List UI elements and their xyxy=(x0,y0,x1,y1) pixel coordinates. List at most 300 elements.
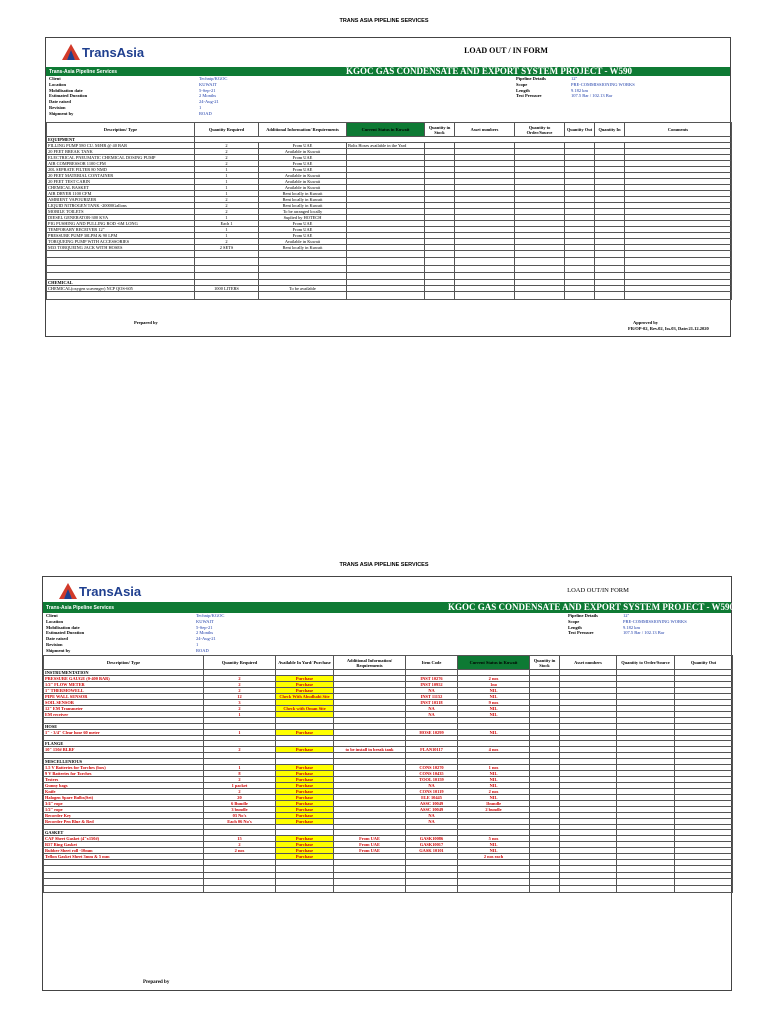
table-cell xyxy=(530,886,560,893)
info-value: PRE-COMMISSIONING WORKS xyxy=(571,81,635,87)
info-value: 2 Months xyxy=(196,630,214,636)
item-code: GASK10017 xyxy=(406,842,458,848)
table-cell xyxy=(195,292,259,299)
table-cell xyxy=(259,251,347,258)
table-cell xyxy=(204,879,276,886)
item-status: NIL xyxy=(458,706,530,712)
item-description: Recorder Pen Blue & Red xyxy=(44,818,204,824)
item-status: NIL xyxy=(458,794,530,800)
table-cell xyxy=(560,872,617,879)
logo-text: TransAsia xyxy=(79,583,142,599)
item-info: Rent locally in Kuwait xyxy=(259,197,347,203)
company-logo xyxy=(59,583,141,599)
item-status: 2 bundle xyxy=(458,806,530,812)
info-value: 9.182 km xyxy=(623,624,641,630)
item-info: From UAE xyxy=(259,221,347,227)
item-code: GASK10086 xyxy=(406,836,458,842)
table-row xyxy=(44,865,733,872)
item-description: 9 V Batteries for Torches xyxy=(44,770,204,776)
table-cell xyxy=(625,265,732,272)
info-key: Length xyxy=(568,624,582,630)
info-key: Location xyxy=(49,81,67,87)
item-info: From UAE xyxy=(334,836,406,842)
item-description: DIESEL GENERATOR-300 KVA xyxy=(47,215,195,221)
item-description: 1/2" FLOW METER xyxy=(44,682,204,688)
table-cell xyxy=(617,865,675,872)
table-cell xyxy=(406,865,458,872)
project-banner xyxy=(43,602,735,613)
item-status: NIL xyxy=(458,842,530,848)
item-quantity: 2 xyxy=(204,788,276,794)
info-key: Mobilisation date xyxy=(49,87,83,93)
table-cell xyxy=(47,251,195,258)
table-cell xyxy=(334,872,406,879)
table-cell xyxy=(44,879,204,886)
item-quantity: 1 xyxy=(195,227,259,233)
table-cell xyxy=(195,251,259,258)
item-status: NIL xyxy=(458,782,530,788)
item-yard-purchase: Purchase xyxy=(276,788,334,794)
item-quantity: 2 xyxy=(204,776,276,782)
item-yard-purchase: Purchase xyxy=(276,800,334,806)
item-code: NA xyxy=(406,688,458,694)
info-row xyxy=(49,111,309,117)
item-status: NIL xyxy=(458,776,530,782)
info-key: Test Pressure xyxy=(568,630,594,636)
item-description: CAF Sheet Gasket (4"x150#) xyxy=(44,836,204,842)
item-quantity: 8 xyxy=(204,770,276,776)
project-title: KGOC GAS CONDENSATE AND EXPORT SYSTEM PROJECT - W590 xyxy=(346,66,633,76)
item-info: From UAE xyxy=(334,842,406,848)
column-header: Additional Information/ Requirements xyxy=(259,123,347,137)
item-quantity: Each 06 No's xyxy=(204,818,276,824)
item-quantity: 1 xyxy=(195,173,259,179)
item-code: ASSC 10049 xyxy=(406,806,458,812)
item-code: INST 10318 xyxy=(406,700,458,706)
prepared-by-label: Prepared by xyxy=(134,320,158,325)
info-key: Scope xyxy=(516,81,528,87)
materials-table xyxy=(43,655,733,893)
info-key: Estimated Duration xyxy=(49,93,88,99)
item-description: Recorder Key xyxy=(44,812,204,818)
item-quantity: 2 SETS xyxy=(195,245,259,251)
item-quantity: 1 xyxy=(204,764,276,770)
info-key: Client xyxy=(46,613,58,618)
company-label: Trans-Asia Pipeline Services xyxy=(46,605,115,611)
table-cell xyxy=(455,292,515,299)
item-code: NA xyxy=(406,812,458,818)
info-value: 1 xyxy=(199,104,202,110)
item-description: PIPE WALL SENSOR xyxy=(44,694,204,700)
item-info: From UAE xyxy=(259,227,347,233)
logo-text: TransAsia xyxy=(82,44,145,60)
item-code: CONS 10435 xyxy=(406,770,458,776)
item-code: CONS 10270 xyxy=(406,764,458,770)
table-cell xyxy=(515,292,565,299)
info-value: PRE-COMMISSIONING WORKS xyxy=(623,618,687,624)
table-row xyxy=(47,251,732,258)
item-code: NA xyxy=(406,712,458,718)
item-code: HOSE 10299 xyxy=(406,729,458,735)
item-info: Suplied by HOTECH xyxy=(259,215,347,221)
column-header: Asset numbers xyxy=(455,123,515,137)
form-header-bar xyxy=(46,38,730,68)
info-left xyxy=(49,76,309,117)
table-cell xyxy=(455,258,515,265)
info-key: Shipment by xyxy=(46,647,71,653)
item-description: 20L SEPRATE FILTER 80 NMD xyxy=(47,167,195,173)
table-cell xyxy=(259,258,347,265)
info-value: KUWAIT xyxy=(196,618,214,624)
table-cell xyxy=(458,886,530,893)
table-cell xyxy=(406,886,458,893)
item-description: 1" THERMOWELL xyxy=(44,688,204,694)
table-row xyxy=(44,872,733,879)
item-code: GASK 10101 xyxy=(406,848,458,854)
table-cell xyxy=(347,251,425,258)
table-cell xyxy=(276,879,334,886)
item-yard-purchase: Purchase xyxy=(276,782,334,788)
item-status: 2 nos each xyxy=(458,854,530,860)
item-info: Rent locally in Kuwait xyxy=(259,191,347,197)
prepared-by-label: Prepared by xyxy=(143,980,170,985)
table-cell xyxy=(204,886,276,893)
table-cell xyxy=(458,879,530,886)
item-yard-purchase: Purchase xyxy=(276,848,334,854)
table-row xyxy=(47,272,732,279)
info-right xyxy=(516,76,726,99)
section-title: FLANGE xyxy=(44,741,204,747)
item-quantity: 2 xyxy=(204,688,276,694)
table-row xyxy=(44,886,733,893)
approved-by-label: Approved by xyxy=(633,320,659,325)
item-quantity: 2 xyxy=(195,161,259,167)
table-cell xyxy=(560,879,617,886)
table-cell xyxy=(195,258,259,265)
item-info: Available in Kuwait xyxy=(259,185,347,191)
item-status: 1bundle xyxy=(458,800,530,806)
info-value: ROAD xyxy=(196,647,209,653)
table-row xyxy=(47,265,732,272)
table-cell xyxy=(276,872,334,879)
column-header: Quantity in Stock xyxy=(425,123,455,137)
item-code: FLAN10117 xyxy=(406,747,458,753)
item-yard-purchase: Purchase xyxy=(276,729,334,735)
item-info: From UAE xyxy=(259,167,347,173)
item-code: INST 10276 xyxy=(406,676,458,682)
column-header: Current Status in Kuwait xyxy=(458,656,530,670)
table-cell xyxy=(334,865,406,872)
item-yard-purchase: Purchase xyxy=(276,776,334,782)
item-code: CONS 10119 xyxy=(406,788,458,794)
transasia-logo-icon xyxy=(62,44,80,60)
item-description: AIR DRYER 1100 CFM xyxy=(47,191,195,197)
item-quantity: 1 xyxy=(204,729,276,735)
table-cell xyxy=(455,272,515,279)
table-cell xyxy=(44,865,204,872)
item-quantity: 1 xyxy=(195,185,259,191)
item-code: INST 10952 xyxy=(406,682,458,688)
table-cell xyxy=(44,886,204,893)
table-cell xyxy=(675,872,733,879)
info-value: 2 Months xyxy=(199,93,217,99)
table-cell xyxy=(425,292,455,299)
load-out-form-2 xyxy=(42,576,735,991)
item-quantity: 03 No's xyxy=(204,812,276,818)
item-description: Gunny bags xyxy=(44,782,204,788)
table-cell xyxy=(47,265,195,272)
item-quantity: 2 xyxy=(195,209,259,215)
item-yard-purchase: Purchase xyxy=(276,806,334,812)
item-yard-purchase: Check With Abudhabi Site xyxy=(276,694,334,700)
item-info: Rent locally in Kuwait xyxy=(259,245,347,251)
item-description: PRESSURE GAUGE (0-400 BAR) xyxy=(44,676,204,682)
table-cell xyxy=(406,879,458,886)
table-cell xyxy=(515,258,565,265)
table-cell xyxy=(347,272,425,279)
item-status: 2 nos xyxy=(458,676,530,682)
info-row xyxy=(516,93,726,99)
table-cell xyxy=(565,272,595,279)
column-header: Quantity Out xyxy=(565,123,595,137)
info-value: 12" xyxy=(571,76,578,81)
item-info: From UAE xyxy=(259,143,347,149)
column-header: Quantity Required xyxy=(195,123,259,137)
item-description: 1/2" rope xyxy=(44,806,204,812)
item-description: PRESSURE PUMP 30LPM & 90 LPM xyxy=(47,233,195,239)
item-yard-purchase: Check with Oman Site xyxy=(276,706,334,712)
table-cell xyxy=(425,265,455,272)
item-code: NA xyxy=(406,818,458,824)
column-header: Quantity in Stock xyxy=(530,656,560,670)
table-cell xyxy=(47,258,195,265)
table-cell xyxy=(204,865,276,872)
item-quantity: 2 xyxy=(195,197,259,203)
item-description: AIR COMPRESSOR 1100 CFM xyxy=(47,161,195,167)
item-description: 1" - 3/4" Clear hose 60 meter xyxy=(44,729,204,735)
item-info: To be available xyxy=(259,286,347,292)
item-status: 1no xyxy=(458,682,530,688)
item-description: PIG PUSHING AND PULLING ROD -6M LONG xyxy=(47,221,195,227)
item-yard-purchase: Purchase xyxy=(276,688,334,694)
form-title: LOAD OUT/IN FORM xyxy=(567,587,629,594)
info-value: 1 xyxy=(196,641,199,647)
item-status: 4 nos xyxy=(458,747,530,753)
table-cell xyxy=(204,872,276,879)
item-info: To be arranged locally xyxy=(259,209,347,215)
item-quantity: 12 xyxy=(204,694,276,700)
equipment-table xyxy=(46,122,732,300)
form-title: LOAD OUT / IN FORM xyxy=(464,46,548,55)
item-description: 20 FEET TEST CABIN xyxy=(47,179,195,185)
table-cell xyxy=(44,872,204,879)
table-cell xyxy=(595,251,625,258)
table-cell xyxy=(425,272,455,279)
item-status: NIL xyxy=(458,770,530,776)
item-yard-purchase: Purchase xyxy=(276,818,334,824)
section-title: GASKET xyxy=(44,830,204,836)
table-cell xyxy=(617,886,675,893)
table-cell xyxy=(276,865,334,872)
column-header: Description/ Type xyxy=(44,656,204,670)
item-code: NA xyxy=(406,706,458,712)
item-status: NIL xyxy=(458,694,530,700)
item-description: 1.5 V Batteries for Torches (box) xyxy=(44,764,204,770)
doc-reference: FR/OP-02, Rev.02, Iss.03, Date:21.12.2020 xyxy=(628,326,709,331)
item-yard-purchase: Purchase xyxy=(276,836,334,842)
table-cell xyxy=(455,251,515,258)
table-cell xyxy=(276,886,334,893)
info-key: Client xyxy=(49,76,61,81)
table-cell xyxy=(565,265,595,272)
item-quantity: 1 xyxy=(195,191,259,197)
column-header: Comments xyxy=(625,123,732,137)
item-description: Testers xyxy=(44,776,204,782)
info-key: Location xyxy=(46,618,64,624)
item-quantity: 1 xyxy=(195,233,259,239)
item-yard-purchase: Purchase xyxy=(276,764,334,770)
item-yard-purchase: Purchase xyxy=(276,676,334,682)
info-value: ROAD xyxy=(199,110,212,116)
item-description: R57 Ring Gasket xyxy=(44,842,204,848)
table-cell xyxy=(565,258,595,265)
item-quantity: 2 xyxy=(204,676,276,682)
item-description: AMBIENT VAPOURIZER xyxy=(47,197,195,203)
item-status: 9 nos xyxy=(458,700,530,706)
item-status: Bolts Hoses available in the Yard xyxy=(347,143,425,149)
table-cell xyxy=(425,258,455,265)
section-title: MISCELLENIOUS xyxy=(44,758,204,764)
item-description: ELECTRICAL PNEUMATIC CHEMICAL DOSING PUMP xyxy=(47,155,195,161)
item-description: 10" 150# BLRF xyxy=(44,747,204,753)
column-header: Current Status in Kuwait xyxy=(347,123,425,137)
table-cell xyxy=(458,865,530,872)
load-out-form-1 xyxy=(45,37,731,337)
item-description: SOIL SENSOR xyxy=(44,700,204,706)
item-yard-purchase: Purchase xyxy=(276,842,334,848)
table-cell xyxy=(675,865,733,872)
item-quantity: 6 Bundle xyxy=(204,800,276,806)
column-header: Quantity Out xyxy=(675,656,733,670)
item-description: M33 TORQUEING JACK WITH HOSES xyxy=(47,245,195,251)
column-header: Quantity to Order/Source xyxy=(515,123,565,137)
form-header-bar xyxy=(43,577,731,603)
info-key: Revision xyxy=(46,641,63,647)
column-header: Description/ Type xyxy=(47,123,195,137)
table-cell xyxy=(530,879,560,886)
item-quantity: 2 xyxy=(204,747,276,753)
item-status: 1 nos xyxy=(458,764,530,770)
item-code: INST 11152 xyxy=(406,694,458,700)
item-info: Available in Kuwait xyxy=(259,239,347,245)
table-cell xyxy=(458,872,530,879)
table-cell xyxy=(455,265,515,272)
table-cell xyxy=(425,251,455,258)
item-quantity: Each 1 xyxy=(195,221,259,227)
project-banner xyxy=(46,67,730,76)
table-cell xyxy=(675,879,733,886)
section-title: HOSE xyxy=(44,723,204,729)
item-status: 2 nos xyxy=(458,788,530,794)
table-cell xyxy=(347,292,425,299)
info-value: 12" xyxy=(623,613,630,618)
item-quantity: 15 xyxy=(204,836,276,842)
table-cell xyxy=(259,272,347,279)
table-cell xyxy=(530,872,560,879)
item-yard-purchase: Purchase xyxy=(276,682,334,688)
table-cell xyxy=(259,292,347,299)
info-value: 107.5 Bar / 102.13 Bar xyxy=(623,630,665,636)
item-description: MOBILE TOILETS xyxy=(47,209,195,215)
item-quantity: 3 xyxy=(204,700,276,706)
table-cell xyxy=(595,265,625,272)
item-quantity: 1 xyxy=(204,712,276,718)
item-quantity: 1 xyxy=(195,167,259,173)
column-header: Item Code xyxy=(406,656,458,670)
table-cell xyxy=(560,886,617,893)
info-key: Shipment by xyxy=(49,110,74,116)
item-info: Available in Kuwait xyxy=(259,173,347,179)
info-value: Technip/KGOC xyxy=(196,613,225,618)
item-quantity: 2 xyxy=(195,203,259,209)
table-row xyxy=(44,879,733,886)
item-yard-purchase: Purchase xyxy=(276,794,334,800)
info-key: Scope xyxy=(568,618,580,624)
info-key: Date raised xyxy=(49,99,71,105)
item-description: CHEMICAL BASKET xyxy=(47,185,195,191)
table-cell xyxy=(47,272,195,279)
info-value: 24-Aug-21 xyxy=(196,636,216,642)
item-info: Available in Kuwait xyxy=(259,149,347,155)
table-cell xyxy=(259,265,347,272)
item-code: ASSC 10049 xyxy=(406,800,458,806)
item-info: to be install in break tank xyxy=(334,747,406,753)
item-quantity: 20 xyxy=(204,794,276,800)
section-title: EQUIPMENT xyxy=(47,137,195,143)
info-value: Technip/KGOC xyxy=(199,76,228,81)
item-quantity: 2 xyxy=(204,706,276,712)
table-cell xyxy=(515,251,565,258)
column-header: Asset numbers xyxy=(560,656,617,670)
page-header-2: TRANS ASIA PIPELINE SERVICES xyxy=(339,562,429,568)
table-row xyxy=(47,258,732,265)
table-cell xyxy=(195,265,259,272)
info-value: 24-Aug-21 xyxy=(199,99,219,105)
item-description: CHEMICAL(oxygen scavenger) NCP QOS-605 xyxy=(47,286,195,292)
item-info: Available in Kuwait xyxy=(259,179,347,185)
column-header: Available In Yard/ Purchase xyxy=(276,656,334,670)
table-cell xyxy=(195,272,259,279)
info-key: Length xyxy=(516,87,530,93)
item-description: 3/4" rope xyxy=(44,800,204,806)
info-key: Estimated Duration xyxy=(46,630,85,636)
table-cell xyxy=(617,872,675,879)
transasia-logo-icon xyxy=(59,583,77,599)
item-description: Knife xyxy=(44,788,204,794)
item-quantity: 2 nos xyxy=(204,848,276,854)
item-status: NIL xyxy=(458,729,530,735)
item-info: From UAE xyxy=(259,233,347,239)
item-yard-purchase: Purchase xyxy=(276,854,334,860)
table-cell xyxy=(625,251,732,258)
info-value: 9.182 km xyxy=(571,87,589,93)
table-row xyxy=(47,292,732,299)
table-cell xyxy=(530,865,560,872)
info-key: Pipeline Details xyxy=(568,613,598,618)
table-cell xyxy=(47,292,195,299)
table-cell xyxy=(565,292,595,299)
item-code: TOOL 10159 xyxy=(406,776,458,782)
